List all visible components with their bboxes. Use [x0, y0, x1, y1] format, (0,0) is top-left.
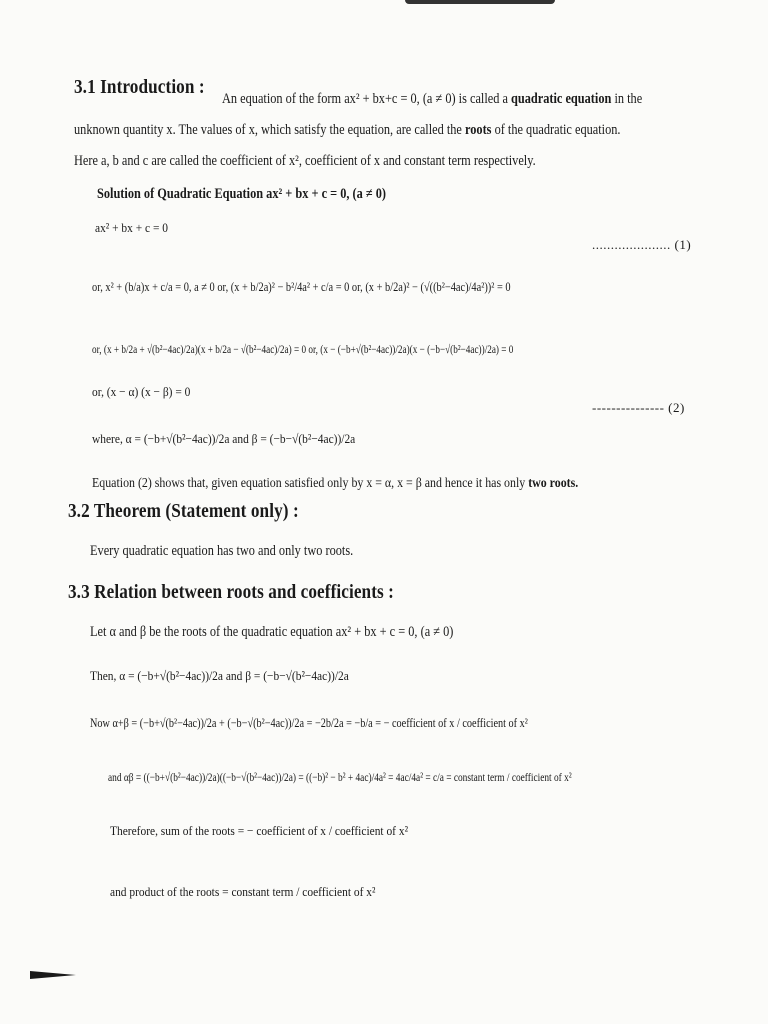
intro-line2b: of the quadratic equation. [494, 122, 621, 138]
page-corner-arrow-icon [30, 971, 76, 979]
section-3-2-title: 3.2 Theorem (Statement only) : [68, 500, 299, 522]
intro-lead: An equation of the form ax² + bx+c = 0, (a ≠ 0) is called a [222, 91, 508, 107]
intro-line2a: unknown quantity x. The values of x, which satisfy the equation, are called the [74, 122, 462, 138]
term-quadratic-equation: quadratic equation [511, 91, 612, 107]
section-3-1-intro [222, 91, 642, 108]
section-3-3-therefore: Therefore, sum of the roots = − coefficient of x / coefficient of x² [110, 823, 409, 838]
section-3-2-text: Every quadratic equation has two and only two roots. [90, 543, 354, 559]
section-3-3-then: Then, α = (−b+√(b²−4ac))/2a and β = (−b−√(b²−4ac))/2a [90, 668, 349, 683]
section-3-3-product-result: and product of the roots = constant term / coefficient of x² [110, 884, 376, 899]
section-3-1-title: 3.1 Introduction : [74, 76, 205, 98]
section-3-1-conclusion [92, 476, 578, 492]
intro-tail: in the [614, 91, 643, 107]
conclusion-emphasis: two roots. [528, 476, 579, 491]
section-3-1-line3: Here a, b and c are called the coefficient of x², coefficient of x and constant term respectively. [74, 153, 536, 169]
derivation-line-2: or, (x + b/2a + √(b²−4ac)/2a)(x + b/2a − √(b²−4ac)/2a) = 0 or, (x − (−b+√(b²−4ac))/2a)(x − (−b−√(b²−4ac))/2a) = 0 [92, 342, 514, 356]
section-3-1-line2 [74, 122, 621, 139]
section-3-1-line1 [74, 76, 226, 99]
section-3-3-let: Let α and β be the roots of the quadratic equation ax² + bx + c = 0, (a ≠ 0) [90, 624, 454, 640]
header-remnant [405, 0, 555, 4]
solution-heading: Solution of Quadratic Equation ax² + bx + c = 0, (a ≠ 0) [97, 186, 387, 202]
roots-definition: where, α = (−b+√(b²−4ac))/2a and β = (−b−√(b²−4ac))/2a [92, 431, 356, 446]
section-3-3-title: 3.3 Relation between roots and coefficients : [68, 581, 395, 603]
equation-ref-2: --------------- (2) [592, 400, 685, 415]
equation-ref-1: ..................... (1) [592, 237, 692, 252]
section-3-3-product: and αβ = ((−b+√(b²−4ac))/2a)((−b−√(b²−4ac))/2a) = ((−b)² − b² + 4ac)/4a² = 4ac/4a² = c/a = constant term / coefficient of x² [108, 770, 572, 784]
derivation-line-3: or, (x − α) (x − β) = 0 [92, 384, 191, 399]
derivation-line-1: or, x² + (b/a)x + c/a = 0, a ≠ 0 or, (x + b/2a)² − b²/4a² + c/a = 0 or, (x + b/2a)² − (√((b²−4ac)/4a²))² = 0 [92, 280, 511, 294]
equation-start: ax² + bx + c = 0 [95, 220, 168, 235]
section-3-3-sum: Now α+β = (−b+√(b²−4ac))/2a + (−b−√(b²−4ac))/2a = −2b/2a = −b/a = − coefficient of x / coefficient of x² [90, 716, 528, 730]
term-roots: roots [465, 122, 492, 138]
conclusion-text: Equation (2) shows that, given equation satisfied only by x = α, x = β and hence it has only [92, 476, 526, 491]
